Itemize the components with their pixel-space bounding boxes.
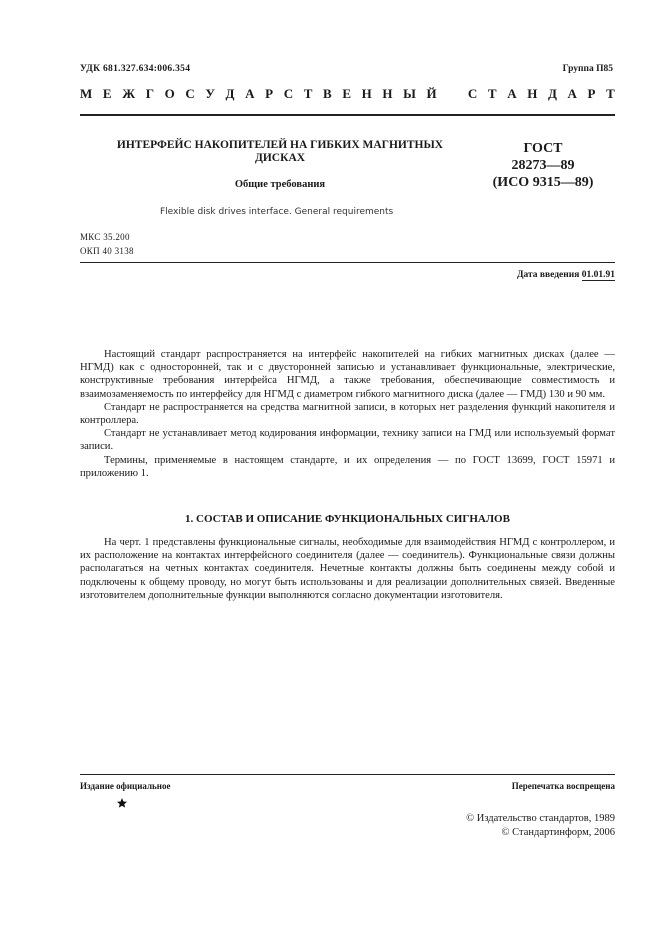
banner-letter: С bbox=[467, 86, 478, 101]
footer-rule bbox=[80, 774, 615, 775]
gost-designation bbox=[488, 140, 598, 191]
section-1-text bbox=[80, 536, 615, 602]
copyright-1989: © Издательство стандартов, 1989 bbox=[466, 813, 615, 824]
banner-letter: Ы bbox=[403, 86, 416, 101]
banner-letter: Н bbox=[361, 86, 372, 101]
copyright-2006: © Стандартинформ, 2006 bbox=[501, 827, 615, 838]
banner-letter: А bbox=[567, 86, 577, 101]
banner-letter: У bbox=[205, 86, 215, 101]
document-subtitle: Общие требования bbox=[234, 179, 326, 190]
banner-letter: Ж bbox=[122, 86, 136, 101]
intro-paragraph-1: Настоящий стандарт распространяется на интерфейс накопителей на гибких магнитных дисках (далее — НГМД) как с односторонней, так и с двусторонней записью и устанавливает функциональные, электрические, конструктивные требования интерфейса НГМД, а также требования, обеспечивающие совместимость и взаимозаменяемость по интерфейсу для НГМД с диаметром гибкого магнитного диска (далее — ГМД) 130 и 90 мм. bbox=[80, 349, 615, 400]
official-edition: Издание официальное bbox=[80, 781, 171, 791]
classification-codes bbox=[80, 230, 134, 258]
intro-text bbox=[80, 348, 615, 480]
group-code: Группа П85 bbox=[562, 64, 613, 74]
reprint-prohibited: Перепечатка воспрещена bbox=[511, 781, 615, 791]
banner-letter: Т bbox=[487, 86, 497, 101]
banner-letter: Й bbox=[426, 86, 437, 101]
document-title bbox=[100, 139, 460, 165]
intro-paragraph-3: Стандарт не устанавливает метод кодирования информации, технику записи на ГМД или используемый формат записи. bbox=[80, 428, 615, 453]
banner-letter: А bbox=[245, 86, 255, 101]
intro-paragraph-4: Термины, применяемые в настоящем стандарте, и их определения — по ГОСТ 13699, ГОСТ 15971 и приложению 1. bbox=[80, 454, 615, 479]
banner-gap bbox=[447, 86, 457, 102]
date-value: 01.01.91 bbox=[581, 270, 615, 280]
gost-number: 28273—89 bbox=[511, 158, 575, 173]
banner-letter: Д bbox=[547, 86, 557, 101]
banner-letter: С bbox=[185, 86, 195, 101]
banner-letter: А bbox=[507, 86, 517, 101]
banner-letter: Т bbox=[303, 86, 313, 101]
banner-letter: Н bbox=[382, 86, 393, 101]
intro-paragraph-2: Стандарт не распространяется на средства магнитной записи, в которых нет разделения функций накопителя и контроллера. bbox=[80, 401, 615, 427]
title-line-1: ИНТЕРФЕЙС НАКОПИТЕЛЕЙ НА ГИБКИХ МАГНИТНЫХ bbox=[116, 139, 444, 151]
banner-letter: С bbox=[283, 86, 294, 101]
mks-code: МКС 35.200 bbox=[80, 232, 130, 242]
section-1-paragraph: На черт. 1 представлены функциональные сигналы, необходимые для взаимодействия НГМД с контроллером, и их расположение на контактах интерфейсного соединителя (далее — соединитель). Функциональные связи должны располагаться на четных контактах соединителя. Нечетные контакты должны быть соединены между собой и подключены к общему проводу, но могут быть использованы и для реализации дополнительных связей. Введенные изготовителем дополнительные функции выполняются согласно документации изготовителя. bbox=[80, 537, 615, 601]
banner-letter: В bbox=[323, 86, 332, 101]
okp-code: ОКП 40 3138 bbox=[80, 246, 134, 256]
banner-letter: М bbox=[80, 86, 93, 101]
banner-letter: Е bbox=[102, 86, 112, 101]
section-1-heading: 1. СОСТАВ И ОПИСАНИЕ ФУНКЦИОНАЛЬНЫХ СИГНАЛОВ bbox=[185, 513, 510, 525]
header-rule bbox=[80, 114, 615, 116]
banner-letter: Н bbox=[527, 86, 538, 101]
date-label: Дата введения bbox=[516, 270, 580, 280]
title-line-2: ДИСКАХ bbox=[254, 152, 306, 164]
iso-number: (ИСО 9315—89) bbox=[492, 175, 594, 190]
udk-code: УДК 681.327.634:006.354 bbox=[80, 64, 191, 74]
english-title: Flexible disk drives interface. General requirements bbox=[160, 207, 394, 217]
title-rule bbox=[80, 262, 615, 263]
banner-letter: Р bbox=[265, 86, 274, 101]
banner-letter: Г bbox=[145, 86, 154, 101]
star-icon bbox=[116, 797, 128, 813]
banner-letter: Р bbox=[587, 86, 596, 101]
introduction-date bbox=[517, 270, 615, 280]
interstate-standard-banner bbox=[80, 86, 615, 102]
banner-letter: О bbox=[164, 86, 175, 101]
banner-letter: Д bbox=[225, 86, 235, 101]
banner-letter: Т bbox=[606, 86, 615, 101]
gost-label: ГОСТ bbox=[523, 141, 563, 156]
banner-letter: Е bbox=[342, 86, 351, 101]
